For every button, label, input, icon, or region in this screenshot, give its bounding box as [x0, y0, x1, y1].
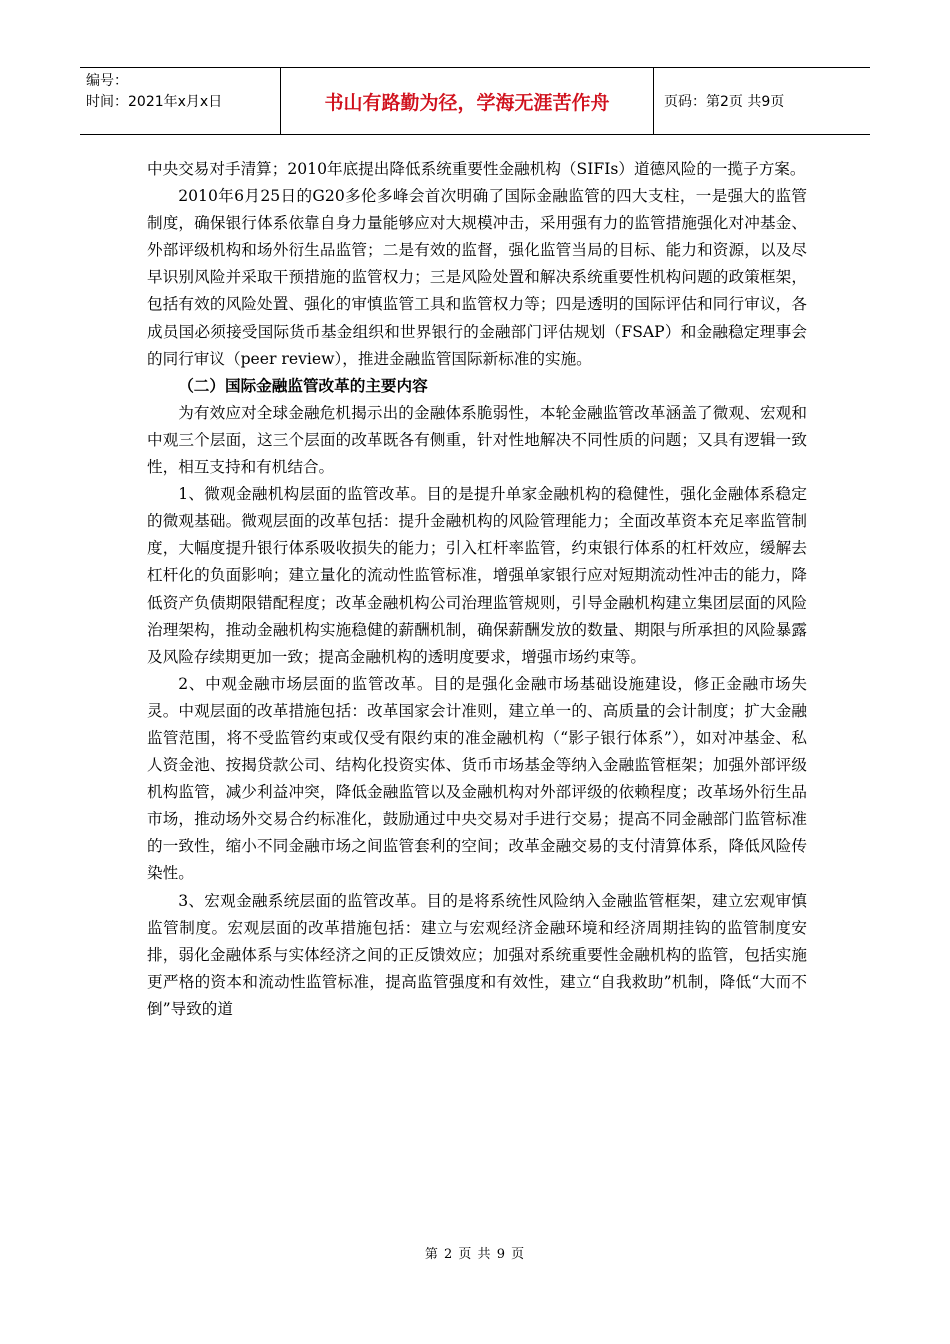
- paragraph-reform-overview: 为有效应对全球金融危机揭示出的金融体系脆弱性，本轮金融监管改革涵盖了微观、宏观和中观三个层面，这三个层面的改革既各有侧重，针对性地解决不同性质的问题；又具有逻辑一致性，相互支持和有机结合。: [147, 403, 807, 477]
- paragraph-g20-pillars: 2010年6月25日的G20多伦多峰会首次明确了国际金融监管的四大支柱，一是强大的监管制度，确保银行体系依靠自身力量能够应对大规模冲击，采用强有力的监管措施强化对冲基金、外部评级机构和场外衍生品监管；二是有效的监督，强化监管当局的目标、能力和资源，以及尽早识别风险并采取干预措施的监管权力；三是风险处置和解决系统重要性机构问题的政策框架，包括有效的风险处置、强化的审慎监管工具和监管权力等；四是透明的国际评估和同行审议，各成员国必须接受国际货币基金组织和世界银行的金融部门评估规划（FSAP）和金融稳定理事会的同行审议（peer review），推进金融监管国际新标准的实施。: [147, 187, 807, 368]
- paragraph-continuation: 中央交易对手清算；2010年底提出降低系统重要性金融机构（SIFIs）道德风险的一揽子方案。: [147, 160, 806, 178]
- paragraph-micro-reform: 1、微观金融机构层面的监管改革。目的是提升单家金融机构的稳健性，强化金融体系稳定的微观基础。微观层面的改革包括：提升金融机构的风险管理能力；全面改革资本充足率监管制度，大幅度提升银行体系吸收损失的能力；引入杠杆率监管，约束银行体系的杠杆效应，缓解去杠杆化的负面影响；建立量化的流动性监管标准，增强单家银行应对短期流动性冲击的能力，降低资产负债期限错配程度；改革金融机构公司治理监管规则，引导金融机构建立集团层面的风险治理架构，推动金融机构实施稳健的薪酬机制，确保薪酬发放的数量、期限与所承担的风险暴露及风险存续期更加一致；提高金融机构的透明度要求，增强市场约束等。: [147, 485, 807, 666]
- section-heading: （二）国际金融监管改革的主要内容: [178, 376, 428, 395]
- page-footer: 第 2 页 共 9 页: [424, 1247, 526, 1262]
- document-header: [80, 67, 870, 135]
- document-body: [147, 156, 807, 1023]
- header-motto: 书山有路勤为径，学海无涯苦作舟: [281, 68, 654, 134]
- paragraph-macro-reform: 3、宏观金融系统层面的监管改革。目的是将系统性风险纳入金融监管框架，建立宏观审慎监管制度。宏观层面的改革措施包括：建立与宏观经济金融环境和经济周期挂钩的监管制度安排，弱化金融体系与实体经济之间的正反馈效应；加强对系统重要性金融机构的监管，包括实施更严格的资本和流动性监管标准，提高监管强度和有效性，建立“自我救助”机制，降低“大而不倒”导致的道: [147, 891, 807, 1018]
- document-time-label: 时间：2021年x月x日: [86, 94, 223, 110]
- document-number-label: 编号：: [86, 73, 128, 89]
- header-page-info: 页码：第2页 共9页: [664, 94, 785, 110]
- paragraph-meso-reform: 2、中观金融市场层面的监管改革。目的是强化金融市场基础设施建设，修正金融市场失灵。中观层面的改革措施包括：改革国家会计准则，建立单一的、高质量的会计制度；扩大金融监管范围，将不受监管约束或仅受有限约束的准金融机构（“影子银行体系”），如对冲基金、私人资金池、按揭贷款公司、结构化投资实体、货币市场基金等纳入金融监管框架；加强外部评级机构监管，减少利益冲突，降低金融监管以及金融机构对外部评级的依赖程度；改革场外衍生品市场，推动场外交易合约标准化，鼓励通过中央交易对手进行交易；提高不同金融部门监管标准的一致性，缩小不同金融市场之间监管套利的空间；改革金融交易的支付清算体系，降低风险传染性。: [147, 674, 807, 883]
- header-meta: [80, 68, 281, 134]
